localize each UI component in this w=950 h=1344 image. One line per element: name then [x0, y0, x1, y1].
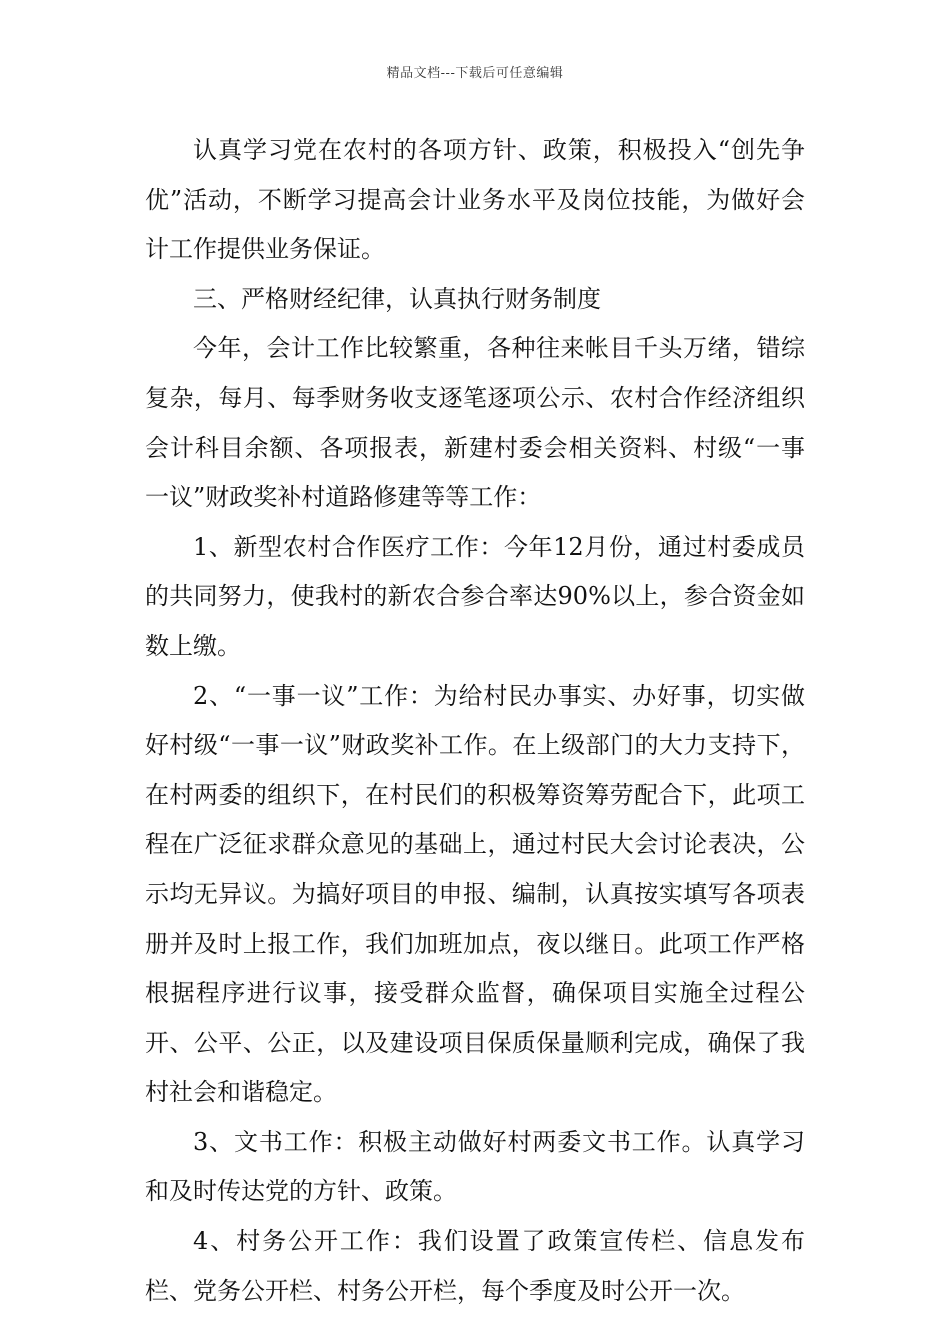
paragraph-item-2-one-matter: 2、“一事一议”工作：为给村民办事实、办好事，切实做好村级“一事一议”财政奖补工作。在上级部门的大力支持下，在村两委的组织下，在村民们的积极筹资筹劳配合下，此项工程在广泛征求群众意见的基础上，通过村民大会讨论表决，公示均无异议。为搞好项目的申报、编制，认真按实填写各项表册并及时上报工作，我们加班加点，夜以继日。此项工作严格根据程序进行议事，接受群众监督，确保项目实施全过程公开、公平、公正，以及建设项目保质保量顺利完成，确保了我村社会和谐稳定。 — [145, 681, 805, 1107]
paragraph-item-3-clerical: 3、文书工作：积极主动做好村两委文书工作。认真学习和及时传达党的方针、政策。 — [145, 1127, 805, 1206]
document-body — [145, 126, 805, 1316]
section-heading-financial-discipline: 三、严格财经纪律，认真执行财务制度 — [193, 284, 601, 313]
page-header: 精品文档---下载后可任意编辑 — [386, 66, 564, 81]
paragraph-accounting-work: 今年，会计工作比较繁重，各种往来帐目千头万绪，错综复杂，每月、每季财务收支逐笔逐项公示、农村合作经济组织会计科目余额、各项报表，新建村委会相关资料、村级“一事一议”财政奖补村道路修建等等工作： — [145, 334, 805, 512]
paragraph-study-policy: 认真学习党在农村的各项方针、政策，积极投入“创先争优”活动，不断学习提高会计业务水平及岗位技能，为做好会计工作提供业务保证。 — [145, 136, 805, 264]
paragraph-item-1-medical: 1、新型农村合作医疗工作：今年12月份，通过村委成员的共同努力，使我村的新农合参合率达90%以上，参合资金如数上缴。 — [145, 532, 805, 660]
paragraph-item-4-village-affairs: 4、村务公开工作：我们设置了政策宣传栏、信息发布栏、党务公开栏、村务公开栏，每个季度及时公开一次。 — [145, 1227, 805, 1305]
